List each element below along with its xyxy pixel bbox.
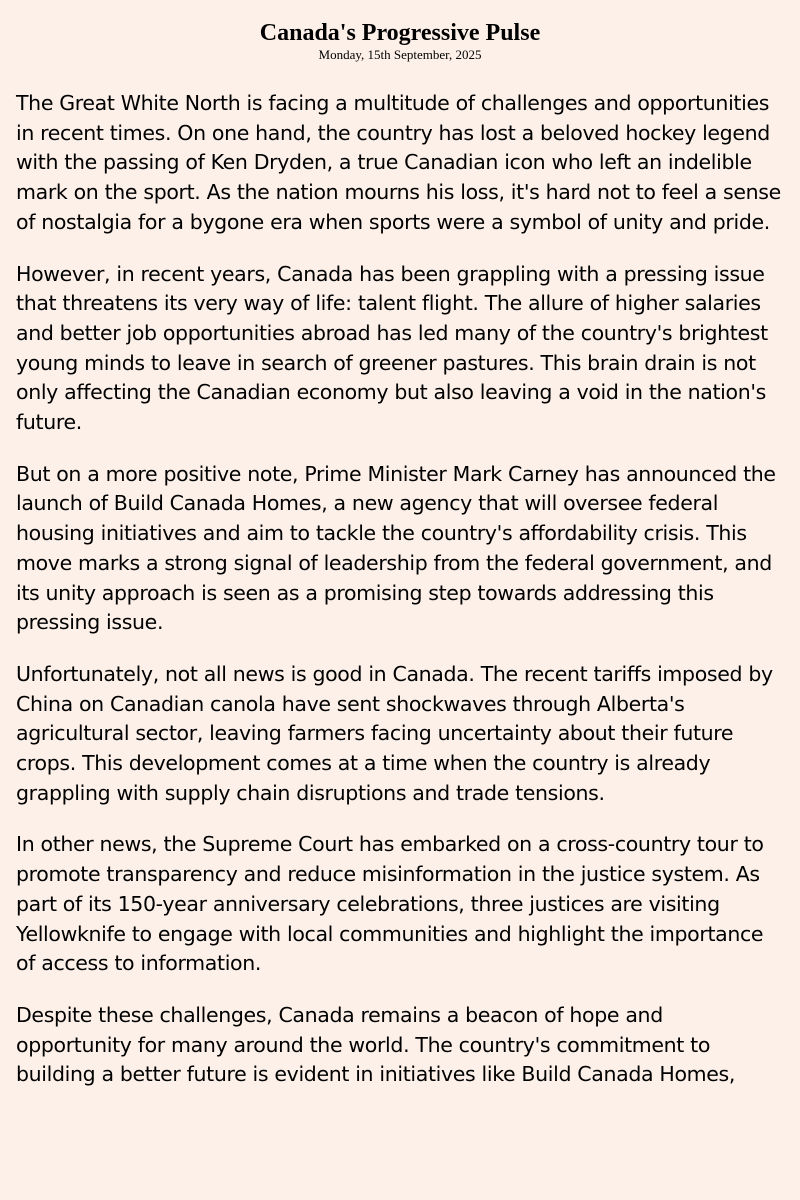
article-paragraph-2: However, in recent years, Canada has been grappling with a pressing issue that threatens its very way of life: talent flight. The allure of higher salaries and better job opportunities abroad has led many of the country's brightest young minds to leave in search of greener pastures. This brain drain is not only affecting the Canadian economy but also leaving a void in the nation's future.	[16, 261, 768, 435]
article-body	[16, 89, 784, 1090]
masthead	[16, 20, 784, 62]
publication-date: Monday, 15th September, 2025	[318, 47, 482, 62]
article-paragraph-5: In other news, the Supreme Court has embarked on a cross-country tour to promote transparency and reduce misinformation in the justice system. As part of its 150-year anniversary celebrations, three justices are visiting Yellowknife to engage with local communities and highlight the importance of access to information.	[16, 832, 764, 976]
article-paragraph-3: But on a more positive note, Prime Minister Mark Carney has announced the launch of Build Canada Homes, a new agency that will oversee federal housing initiatives and aim to tackle the country's affordability crisis. This move marks a strong signal of leadership from the federal government, and its unity approach is seen as a promising step towards addressing this pressing issue.	[16, 461, 776, 635]
article-paragraph-6: Despite these challenges, Canada remains a beacon of hope and opportunity for many around the world. The country's commitment to building a better future is evident in initiatives like Build Canada Homes,	[16, 1002, 736, 1087]
article-paragraph-4: Unfortunately, not all news is good in Canada. The recent tariffs imposed by China on Canadian canola have sent shockwaves through Alberta's agricultural sector, leaving farmers facing uncertainty about their future crops. This development comes at a time when the country is already grappling with supply chain disruptions and trade tensions.	[16, 661, 773, 805]
article-paragraph-1: The Great White North is facing a multitude of challenges and opportunities in recent times. On one hand, the country has lost a beloved hockey legend with the passing of Ken Dryden, a true Canadian icon who left an indelible mark on the sport. As the nation mourns his loss, it's hard not to feel a sense of nostalgia for a bygone era when sports were a symbol of unity and pride.	[16, 91, 781, 234]
page-title: Canada's Progressive Pulse	[259, 20, 541, 46]
